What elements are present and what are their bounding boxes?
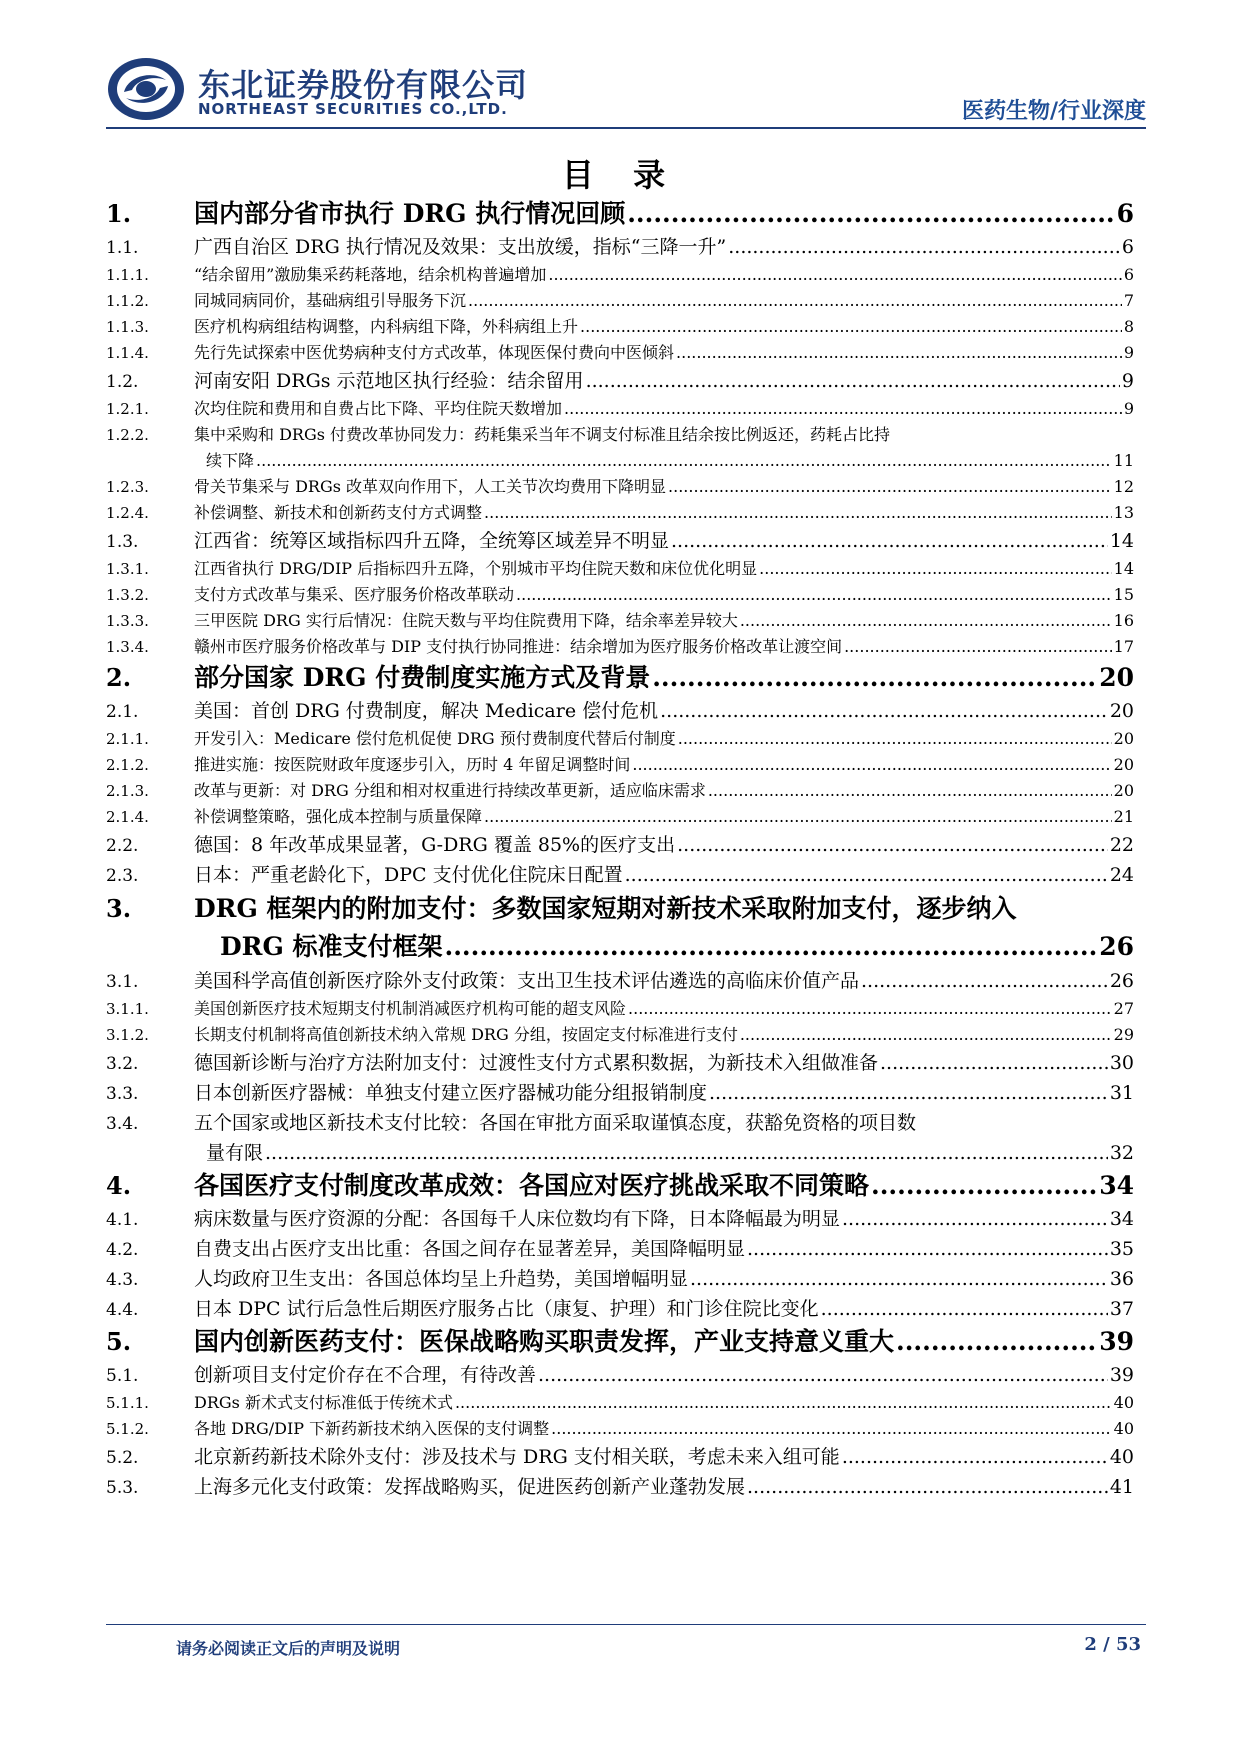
- toc-entry-title: 各地 DRG/DIP 下新药新技术纳入医保的支付调整: [194, 1419, 550, 1438]
- toc-entry-title: 同城同病同价，基础病组引导服务下沉: [194, 291, 467, 310]
- toc-entry-number: 5.1.1.: [106, 1394, 149, 1412]
- toc-entry-number: 1.2.2.: [106, 426, 149, 444]
- toc-entry-number: 3.4.: [106, 1114, 139, 1134]
- toc-entry-page: 9: [1123, 399, 1134, 418]
- toc-leader-dots: [580, 314, 1122, 340]
- toc-leader-dots: [880, 1048, 1108, 1078]
- toc-leader-dots: [484, 804, 1112, 830]
- toc-entry-title: 江西省：统筹区域指标四升五降，全统筹区域差异不明显: [194, 530, 670, 552]
- toc-leader-dots: [445, 928, 1098, 966]
- toc-entry-title: 德国：8 年改革成果显著，G-DRG 覆盖 85%的医疗支出: [194, 834, 676, 856]
- toc-entry-page: 21: [1113, 807, 1134, 826]
- toc-entry-page: 9: [1121, 370, 1134, 392]
- toc-leader-dots: [708, 778, 1112, 804]
- toc-entry-page: 39: [1109, 1364, 1134, 1386]
- toc-entry-number: 4.1.: [106, 1210, 139, 1230]
- toc-entry[interactable]: [106, 1442, 1134, 1472]
- toc-entry-title: 先行先试探索中医优势病种支付方式改革，体现医保付费向中医倾斜: [194, 343, 675, 362]
- page-indicator: 2 / 53: [1084, 1634, 1141, 1655]
- toc-leader-dots: [842, 1442, 1108, 1472]
- toc-leader-dots: [468, 288, 1122, 314]
- toc-entry[interactable]: [106, 366, 1134, 396]
- toc-entry-title: 推进实施：按医院财政年度逐步引入，历时 4 年留足调整时间: [194, 755, 631, 774]
- toc-entry-title: 上海多元化支付政策：发挥战略购买，促进医药创新产业蓬勃发展: [194, 1476, 746, 1498]
- toc-entry-page: 40: [1109, 1446, 1134, 1468]
- toc-entry[interactable]: [106, 262, 1134, 288]
- toc-entry[interactable]: [106, 966, 1134, 996]
- toc-entry-title: 自费支出占医疗支出比重：各国之间存在显著差异，美国降幅明显: [194, 1238, 746, 1260]
- toc-entry-number: 5.3.: [106, 1478, 139, 1498]
- toc-entry[interactable]: [106, 1204, 1134, 1234]
- toc-entry-page: 24: [1109, 864, 1134, 886]
- toc-entry[interactable]: [106, 696, 1134, 726]
- toc-entry[interactable]: [106, 1048, 1134, 1078]
- toc-entry-title: 改革与更新：对 DRG 分组和相对权重进行持续改革更新，适应临床需求: [194, 781, 706, 800]
- toc-leader-dots: [660, 696, 1108, 726]
- toc-leader-dots: [551, 1416, 1112, 1442]
- page-header: [106, 54, 1146, 128]
- toc-entry-page: 37: [1109, 1298, 1134, 1320]
- toc-entry-title: DRG 框架内的附加支付：多数国家短期对新技术采取附加支付，逐步纳入: [194, 894, 1017, 923]
- toc-entry[interactable]: [106, 526, 1134, 556]
- toc-entry-number: 1.3.: [106, 532, 139, 552]
- toc-leader-dots: [586, 366, 1120, 396]
- toc-entry-page: 6: [1123, 265, 1134, 284]
- toc-entry[interactable]: [106, 1108, 1134, 1168]
- toc-entry-page: 20: [1099, 663, 1134, 692]
- toc-entry[interactable]: [106, 314, 1134, 340]
- toc-entry[interactable]: [106, 608, 1134, 634]
- toc-entry-page: 26: [1099, 932, 1134, 961]
- toc-entry-page: 26: [1109, 970, 1134, 992]
- toc-entry-number: 1.1.4.: [106, 344, 149, 362]
- toc-entry-number: 2.1.: [106, 702, 139, 722]
- toc-entry[interactable]: [106, 232, 1134, 262]
- toc-entry-title: 美国创新医疗技术短期支付机制消减医疗机构可能的超支风险: [194, 999, 627, 1018]
- toc-entry[interactable]: [106, 634, 1134, 660]
- toc-entry-page: 41: [1109, 1476, 1134, 1498]
- toc-entry[interactable]: [106, 804, 1134, 830]
- footer-disclaimer: 请务必阅读正文后的声明及说明: [176, 1639, 401, 1658]
- toc-entry-page: 36: [1109, 1268, 1134, 1290]
- toc-entry-page: 20: [1113, 729, 1134, 748]
- toc-entry-title: 日本创新医疗器械：单独支付建立医疗器械功能分组报销制度: [194, 1082, 708, 1104]
- toc-leader-dots: [740, 608, 1112, 634]
- toc-entry-page: 7: [1123, 291, 1134, 310]
- toc-entry-title: 美国科学高值创新医疗除外支付政策：支出卫生技术评估遴选的高临床价值产品: [194, 970, 860, 992]
- toc-entry-number: 1.1.2.: [106, 292, 149, 310]
- toc-entry[interactable]: [106, 1022, 1134, 1048]
- toc-entry-title: 量有限: [206, 1142, 264, 1164]
- toc-leader-dots: [677, 830, 1108, 860]
- toc-entry-title: 河南安阳 DRGs 示范地区执行经验：结余留用: [194, 370, 584, 392]
- toc-entry-number: 2.1.4.: [106, 808, 149, 826]
- toc-leader-dots: [668, 474, 1112, 500]
- toc-entry-page: 20: [1109, 700, 1134, 722]
- toc-entry[interactable]: [106, 1360, 1134, 1390]
- toc-entry-title: 创新项目支付定价存在不合理，有待改善: [194, 1364, 537, 1386]
- toc-entry-page: 20: [1113, 755, 1134, 774]
- toc-entry-page: 34: [1109, 1208, 1134, 1230]
- toc-entry[interactable]: [106, 752, 1134, 778]
- toc-entry[interactable]: [106, 422, 1134, 474]
- toc-entry-title: 五个国家或地区新技术支付比较：各国在审批方面采取谨慎态度，获豁免资格的项目数: [194, 1112, 917, 1134]
- toc-entry-number: 5.1.2.: [106, 1420, 149, 1438]
- toc-entry-page: 31: [1109, 1082, 1134, 1104]
- toc-entry[interactable]: [106, 830, 1134, 860]
- toc-entry-number: 1.2.1.: [106, 400, 149, 418]
- toc-entry-title: 开发引入：Medicare 偿付危机促使 DRG 预付费制度代替后付制度: [194, 729, 676, 748]
- toc-entry-number: 1.3.4.: [106, 638, 149, 656]
- toc-leader-dots: [759, 556, 1112, 582]
- toc-entry-page: 40: [1113, 1393, 1134, 1412]
- company-logo-icon: [106, 56, 186, 122]
- toc-entry[interactable]: [106, 1390, 1134, 1416]
- toc-entry[interactable]: [106, 1264, 1134, 1294]
- toc-leader-dots: [484, 500, 1112, 526]
- toc-leader-dots: [842, 1204, 1108, 1234]
- toc-leader-dots: [740, 1022, 1112, 1048]
- toc-entry-number: 1.2.3.: [106, 478, 149, 496]
- header-divider: [106, 127, 1146, 129]
- toc-entry[interactable]: [106, 1168, 1134, 1204]
- toc-entry-number: 1.1.1.: [106, 266, 149, 284]
- toc-entry-page: 40: [1113, 1419, 1134, 1438]
- toc-entry[interactable]: [106, 1472, 1134, 1502]
- toc-leader-dots: [896, 1324, 1097, 1360]
- toc-entry-page: 27: [1113, 999, 1134, 1018]
- toc-entry-page: 13: [1113, 503, 1134, 522]
- toc-entry-title: “结余留用”激励集采药耗落地，结余机构普遍增加: [194, 265, 547, 284]
- toc-entry[interactable]: [106, 660, 1134, 696]
- toc-entry-number: 5.2.: [106, 1448, 139, 1468]
- toc-entry[interactable]: [106, 500, 1134, 526]
- toc-entry-title: 医疗机构病组结构调整，内科病组下降，外科病组上升: [194, 317, 579, 336]
- toc-entry-number: 1.: [106, 199, 132, 228]
- toc-leader-dots: [652, 660, 1097, 696]
- toc-leader-dots: [516, 582, 1112, 608]
- toc-entry[interactable]: [106, 1294, 1134, 1324]
- toc-entry-title: 日本 DPC 试行后急性后期医疗服务占比（康复、护理）和门诊住院比变化: [194, 1298, 819, 1320]
- toc-entry[interactable]: [106, 778, 1134, 804]
- toc-entry-number: 2.2.: [106, 836, 139, 856]
- toc-entry-title: 美国：首创 DRG 付费制度，解决 Medicare 偿付危机: [194, 700, 659, 722]
- toc-entry-number: 1.3.1.: [106, 560, 149, 578]
- toc-leader-dots: [728, 232, 1120, 262]
- footer-divider: [106, 1624, 1146, 1625]
- toc-entry-page: 30: [1109, 1052, 1134, 1074]
- toc-entry[interactable]: [106, 582, 1134, 608]
- toc-entry[interactable]: [106, 1324, 1134, 1360]
- toc-entry-page: 34: [1099, 1171, 1134, 1200]
- toc-leader-dots: [690, 1264, 1108, 1294]
- toc-entry[interactable]: [106, 288, 1134, 314]
- toc-entry-page: 39: [1099, 1327, 1134, 1356]
- toc-leader-dots: [747, 1472, 1108, 1502]
- toc-entry[interactable]: [106, 860, 1134, 890]
- toc-leader-dots: [844, 634, 1112, 660]
- toc-entry-title: 江西省执行 DRG/DIP 后指标四升五降，个别城市平均住院天数和床位优化明显: [194, 559, 758, 578]
- toc-leader-dots: [709, 1078, 1108, 1108]
- toc-entry[interactable]: [106, 396, 1134, 422]
- toc-entry-title: 补偿调整、新技术和创新药支付方式调整: [194, 503, 483, 522]
- toc-entry-title: 广西自治区 DRG 执行情况及效果：支出放缓，指标“三降一升”: [194, 236, 727, 258]
- toc-entry-number: 2.: [106, 663, 132, 692]
- toc-entry-number: 4.2.: [106, 1240, 139, 1260]
- toc-entry[interactable]: [106, 1078, 1134, 1108]
- toc-entry-page: 14: [1109, 530, 1134, 552]
- toc-entry-page: 17: [1113, 637, 1134, 656]
- toc-entry-number: 1.3.2.: [106, 586, 149, 604]
- toc-entry[interactable]: [106, 556, 1134, 582]
- toc-entry-page: 32: [1109, 1142, 1134, 1164]
- toc-entry-title: DRG 标准支付框架: [220, 932, 443, 961]
- toc-entry[interactable]: [106, 474, 1134, 500]
- toc-entry[interactable]: [106, 726, 1134, 752]
- toc-leader-dots: [548, 262, 1121, 288]
- company-name-cn: 东北证券股份有限公司: [198, 66, 529, 104]
- toc-entry-page: 14: [1113, 559, 1134, 578]
- table-of-contents: [106, 196, 1134, 1502]
- toc-leader-dots: [628, 996, 1112, 1022]
- toc-entry-number: 5.: [106, 1327, 132, 1356]
- toc-entry-number: 1.2.: [106, 372, 139, 392]
- toc-entry[interactable]: [106, 196, 1134, 232]
- toc-entry-number: 3.2.: [106, 1054, 139, 1074]
- report-category: 医药生物/行业深度: [961, 99, 1146, 124]
- toc-leader-dots: [747, 1234, 1108, 1264]
- toc-entry-title: 人均政府卫生支出：各国总体均呈上升趋势，美国增幅明显: [194, 1268, 689, 1290]
- toc-entry[interactable]: [106, 1416, 1134, 1442]
- toc-entry-number: 3.: [106, 894, 132, 923]
- toc-leader-dots: [627, 196, 1114, 232]
- toc-leader-dots: [676, 340, 1122, 366]
- toc-entry-title: 德国新诊断与治疗方法附加支付：过渡性支付方式累积数据，为新技术入组做准备: [194, 1052, 879, 1074]
- company-name-en: NORTHEAST SECURITIES CO.,LTD.: [198, 100, 508, 118]
- toc-leader-dots: [671, 526, 1108, 556]
- toc-leader-dots: [265, 1138, 1108, 1168]
- toc-leader-dots: [678, 726, 1112, 752]
- toc-entry-title: 日本：严重老龄化下，DPC 支付优化住院床日配置: [194, 864, 623, 886]
- toc-entry-number: 2.1.1.: [106, 730, 149, 748]
- toc-entry-title: 各国医疗支付制度改革成效：各国应对医疗挑战采取不同策略: [194, 1171, 870, 1200]
- toc-entry-number: 4.3.: [106, 1270, 139, 1290]
- toc-leader-dots: [564, 396, 1122, 422]
- toc-entry-title: 部分国家 DRG 付费制度实施方式及背景: [194, 663, 651, 692]
- toc-entry-title: 集中采购和 DRGs 付费改革协同发力：药耗集采当年不调支付标准且结余按比例返还，药耗占比持: [194, 425, 891, 444]
- toc-entry-number: 3.1.: [106, 972, 139, 992]
- toc-entry-title: 长期支付机制将高值创新技术纳入常规 DRG 分组，按固定支付标准进行支付: [194, 1025, 738, 1044]
- toc-leader-dots: [625, 860, 1108, 890]
- toc-entry-number: 2.1.2.: [106, 756, 149, 774]
- toc-entry-page: 22: [1109, 834, 1134, 856]
- toc-entry-number: 5.1.: [106, 1366, 139, 1386]
- toc-entry-title: 次均住院和费用和自费占比下降、平均住院天数增加: [194, 399, 563, 418]
- toc-entry-title: 支付方式改革与集采、医疗服务价格改革联动: [194, 585, 515, 604]
- toc-entry-page: 20: [1113, 781, 1134, 800]
- toc-entry-page: 6: [1116, 199, 1134, 228]
- toc-entry-title: 补偿调整策略，强化成本控制与质量保障: [194, 807, 483, 826]
- toc-leader-dots: [455, 1390, 1112, 1416]
- toc-entry-page: 6: [1121, 236, 1134, 258]
- toc-entry-title: 病床数量与医疗资源的分配：各国每千人床位数均有下降，日本降幅最为明显: [194, 1208, 841, 1230]
- toc-entry-title: 三甲医院 DRG 实行后情况：住院天数与平均住院费用下降，结余率差异较大: [194, 611, 738, 630]
- toc-entry-page: 8: [1123, 317, 1134, 336]
- toc-entry[interactable]: [106, 1234, 1134, 1264]
- toc-entry-title: DRGs 新术式支付标准低于传统术式: [194, 1393, 453, 1412]
- toc-entry-number: 1.1.: [106, 238, 139, 258]
- toc-entry-number: 4.4.: [106, 1300, 139, 1320]
- toc-leader-dots: [538, 1360, 1108, 1390]
- toc-leader-dots: [861, 966, 1108, 996]
- toc-entry-number: 3.1.2.: [106, 1026, 149, 1044]
- toc-entry-title: 续下降: [206, 451, 255, 470]
- toc-entry-page: 16: [1113, 611, 1134, 630]
- toc-entry-page: 15: [1113, 585, 1134, 604]
- toc-entry-title: 赣州市医疗服务价格改革与 DIP 支付执行协同推进：结余增加为医疗服务价格改革让渡空间: [194, 637, 843, 656]
- toc-entry-title: 北京新药新技术除外支付：涉及技术与 DRG 支付相关联，考虑未来入组可能: [194, 1446, 840, 1468]
- toc-leader-dots: [821, 1294, 1108, 1324]
- toc-entry-number: 2.1.3.: [106, 782, 149, 800]
- toc-entry-number: 1.3.3.: [106, 612, 149, 630]
- toc-entry-number: 2.3.: [106, 866, 139, 886]
- toc-entry-number: 1.2.4.: [106, 504, 149, 522]
- toc-entry[interactable]: [106, 340, 1134, 366]
- toc-entry-number: 3.3.: [106, 1084, 139, 1104]
- toc-entry-page: 11: [1113, 451, 1134, 470]
- toc-entry-number: 3.1.1.: [106, 1000, 149, 1018]
- toc-leader-dots: [632, 752, 1111, 778]
- toc-entry-number: 4.: [106, 1171, 132, 1200]
- toc-entry-page: 9: [1123, 343, 1134, 362]
- toc-leader-dots: [256, 448, 1112, 474]
- toc-leader-dots: [871, 1168, 1097, 1204]
- toc-entry-title: 国内部分省市执行 DRG 执行情况回顾: [194, 199, 626, 228]
- toc-entry-page: 29: [1113, 1025, 1134, 1044]
- toc-entry-number: 1.1.3.: [106, 318, 149, 336]
- toc-entry-title: 国内创新医药支付：医保战略购买职责发挥，产业支持意义重大: [194, 1327, 895, 1356]
- toc-entry[interactable]: [106, 996, 1134, 1022]
- toc-title: 目 录: [561, 156, 680, 194]
- toc-entry-page: 35: [1109, 1238, 1134, 1260]
- toc-entry[interactable]: [106, 890, 1134, 966]
- toc-entry-title: 骨关节集采与 DRGs 改革双向作用下，人工关节次均费用下降明显: [194, 477, 667, 496]
- toc-entry-page: 12: [1113, 477, 1134, 496]
